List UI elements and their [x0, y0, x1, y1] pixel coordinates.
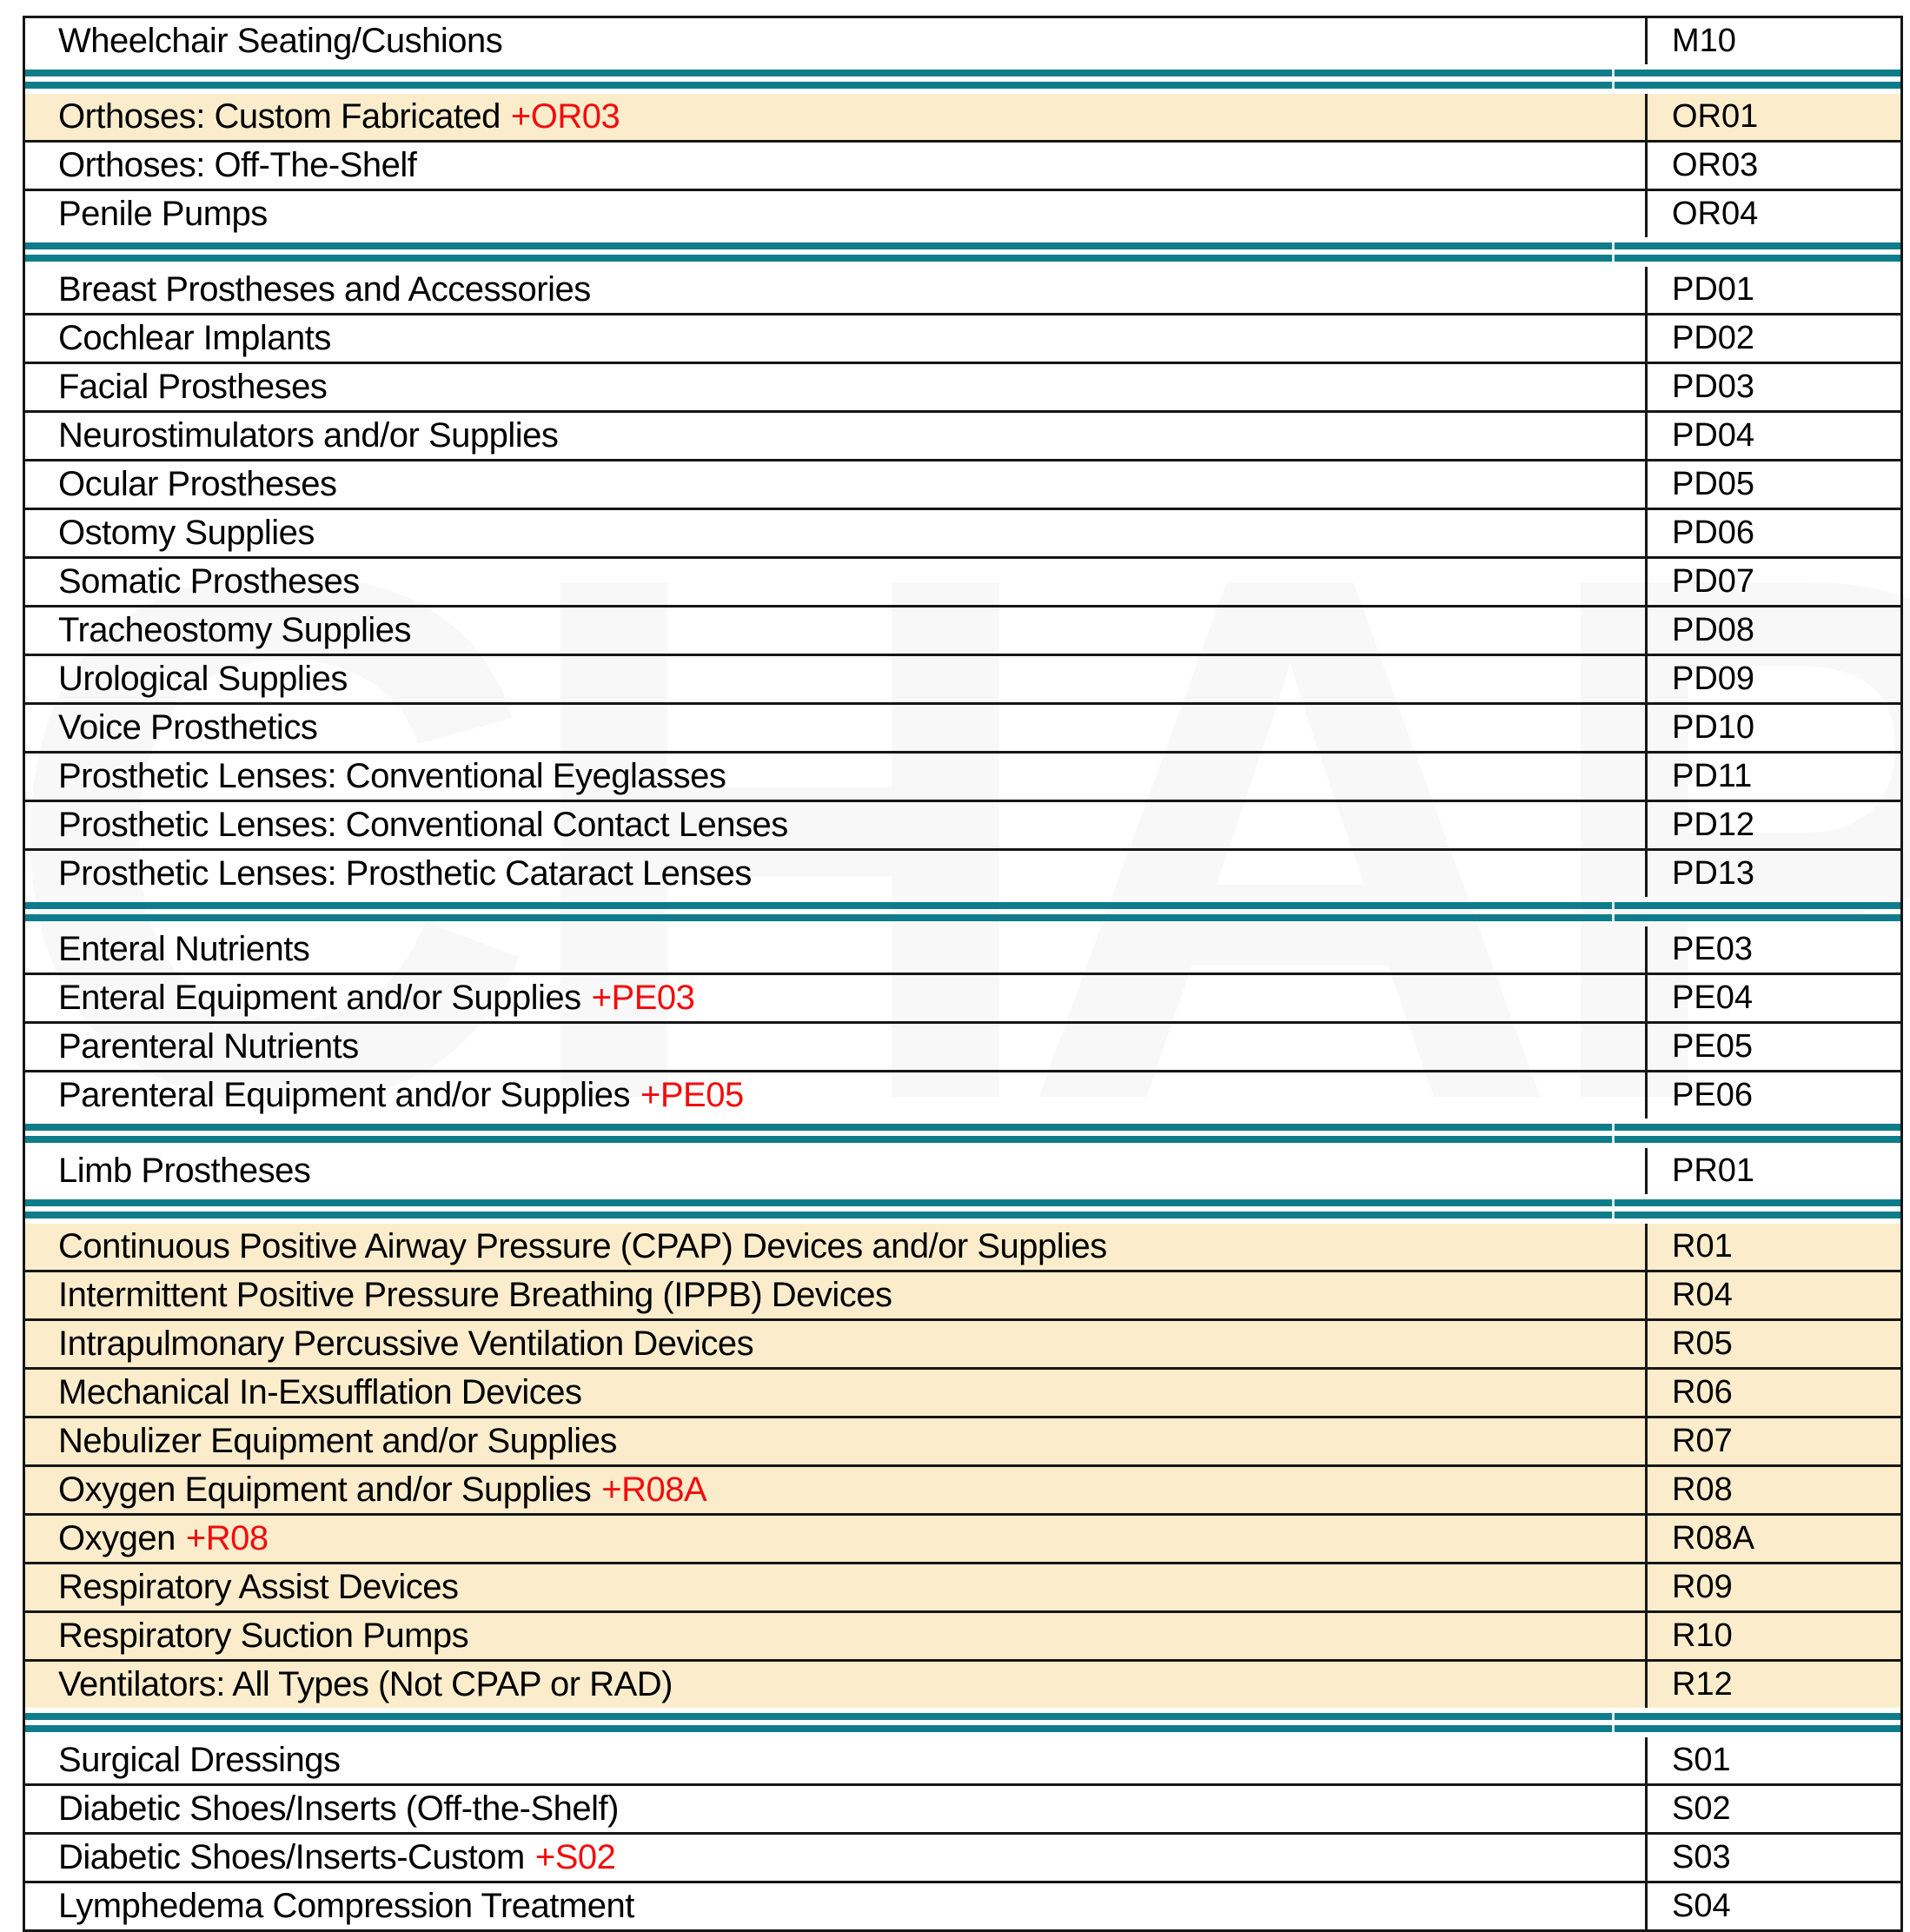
- service-description-cell: [25, 926, 1648, 973]
- service-code: R09: [1672, 1569, 1733, 1605]
- service-description: Tracheostomy Supplies: [58, 611, 411, 649]
- service-code: PE05: [1672, 1028, 1753, 1065]
- service-description: Somatic Prostheses: [58, 562, 360, 601]
- service-code: OR04: [1672, 196, 1759, 232]
- service-description: Lymphedema Compression Treatment: [58, 1887, 634, 1925]
- group-separator-bar: [25, 64, 1900, 94]
- related-code-suffix: +R08: [185, 1519, 269, 1557]
- service-code: PD13: [1672, 855, 1755, 892]
- service-description-cell: [25, 802, 1648, 848]
- service-description: Orthoses: Off-The-Shelf: [58, 146, 417, 184]
- service-description: Ocular Prostheses: [58, 465, 337, 503]
- service-description: Cochlear Implants: [58, 319, 331, 357]
- table-row: [25, 1272, 1900, 1321]
- service-description-cell: [25, 1370, 1648, 1416]
- service-code: PD01: [1672, 271, 1755, 308]
- service-description: Parenteral Nutrients: [58, 1027, 359, 1066]
- service-description-cell: [25, 94, 1648, 140]
- service-description: Diabetic Shoes/Inserts-Custom: [58, 1838, 525, 1876]
- service-description-cell: [25, 1516, 1648, 1562]
- service-description: Surgical Dressings: [58, 1741, 341, 1779]
- service-code-table: [23, 16, 1903, 1932]
- table-row: [25, 1662, 1900, 1708]
- table-row: [25, 413, 1900, 461]
- table-row: [25, 315, 1900, 364]
- service-description-cell: [25, 510, 1648, 556]
- table-row: [25, 1370, 1900, 1418]
- service-description: Respiratory Assist Devices: [58, 1568, 459, 1606]
- service-description: Diabetic Shoes/Inserts (Off-the-Shelf): [58, 1789, 619, 1828]
- table-row: [25, 191, 1900, 237]
- table-row: [25, 1564, 1900, 1613]
- service-description: Parenteral Equipment and/or Supplies: [58, 1076, 630, 1114]
- service-description: Enteral Equipment and/or Supplies: [58, 979, 581, 1017]
- service-description-cell: [25, 364, 1648, 410]
- service-description-cell: [25, 1321, 1648, 1367]
- service-description: Continuous Positive Airway Pressure (CPAP) Devices and/or Supplies: [58, 1227, 1107, 1265]
- service-code: PD08: [1672, 612, 1755, 648]
- service-description-cell: [25, 1786, 1648, 1832]
- table-row: [25, 1835, 1900, 1883]
- service-description: Ostomy Supplies: [58, 514, 315, 552]
- service-code: S04: [1672, 1888, 1731, 1924]
- related-code-suffix: +S02: [534, 1838, 616, 1876]
- service-description-cell: [25, 267, 1648, 313]
- service-description: Oxygen: [58, 1519, 176, 1557]
- service-description: Intermittent Positive Pressure Breathing (IPPB) Devices: [58, 1276, 892, 1314]
- group-separator-bar: [25, 897, 1900, 926]
- service-code: PD03: [1672, 368, 1755, 405]
- service-description-cell: [25, 1072, 1648, 1119]
- service-description-cell: [25, 461, 1648, 508]
- group-separator-bar: [25, 237, 1900, 267]
- table-row: [25, 607, 1900, 656]
- service-code: PD09: [1672, 661, 1755, 697]
- table-row: [25, 1467, 1900, 1516]
- service-code: PE06: [1672, 1077, 1753, 1113]
- service-description: Penile Pumps: [58, 195, 268, 233]
- service-code: R05: [1672, 1325, 1733, 1362]
- table-row: [25, 1148, 1900, 1194]
- table-row: [25, 1224, 1900, 1272]
- table-row: [25, 705, 1900, 754]
- service-description: Enteral Nutrients: [58, 930, 310, 968]
- service-description: Wheelchair Seating/Cushions: [58, 22, 503, 60]
- table-row: [25, 267, 1900, 315]
- service-code: S02: [1672, 1790, 1731, 1827]
- service-description-cell: [25, 851, 1648, 897]
- service-code: R08: [1672, 1471, 1733, 1508]
- table-row: [25, 94, 1900, 143]
- service-description: Prosthetic Lenses: Prosthetic Cataract Lenses: [58, 854, 752, 893]
- related-code-suffix: +OR03: [510, 97, 620, 136]
- service-description-cell: [25, 607, 1648, 654]
- service-code: PD04: [1672, 417, 1755, 454]
- service-code: OR01: [1672, 98, 1759, 135]
- table-row: [25, 143, 1900, 191]
- service-description: Voice Prosthetics: [58, 708, 318, 747]
- service-description: Intrapulmonary Percussive Ventilation Devices: [58, 1325, 754, 1363]
- service-code: PD05: [1672, 466, 1755, 502]
- service-description-cell: [25, 1224, 1648, 1270]
- service-description-cell: [25, 315, 1648, 362]
- table-row: [25, 461, 1900, 510]
- service-code: PE03: [1672, 931, 1753, 967]
- service-code: R06: [1672, 1374, 1733, 1411]
- service-description-cell: [25, 1272, 1648, 1318]
- service-description-cell: [25, 1418, 1648, 1464]
- service-code: PD12: [1672, 807, 1755, 843]
- table-row: [25, 1321, 1900, 1370]
- service-description: Facial Prostheses: [58, 368, 328, 406]
- service-description: Limb Prostheses: [58, 1152, 311, 1190]
- service-code: M10: [1672, 23, 1736, 59]
- service-description-cell: [25, 18, 1648, 64]
- service-description-cell: [25, 656, 1648, 702]
- service-code: PD10: [1672, 709, 1755, 746]
- service-description: Prosthetic Lenses: Conventional Contact Lenses: [58, 806, 788, 844]
- service-description-cell: [25, 1883, 1648, 1929]
- table-row: [25, 1072, 1900, 1119]
- service-description: Oxygen Equipment and/or Supplies: [58, 1471, 592, 1509]
- table-row: [25, 559, 1900, 607]
- service-code: PD02: [1672, 320, 1755, 356]
- table-row: [25, 754, 1900, 802]
- service-description-cell: [25, 1564, 1648, 1610]
- service-description: Nebulizer Equipment and/or Supplies: [58, 1422, 617, 1460]
- service-code: PD06: [1672, 515, 1755, 551]
- service-description-cell: [25, 191, 1648, 237]
- table-row: [25, 656, 1900, 705]
- service-description-cell: [25, 705, 1648, 751]
- service-description-cell: [25, 975, 1648, 1021]
- service-code: OR03: [1672, 147, 1759, 183]
- table-row: [25, 802, 1900, 851]
- service-code: R01: [1672, 1228, 1733, 1265]
- table-row: [25, 1024, 1900, 1072]
- service-description-cell: [25, 1613, 1648, 1659]
- service-code: S03: [1672, 1839, 1731, 1876]
- service-code: PE04: [1672, 979, 1753, 1016]
- service-description-cell: [25, 1737, 1648, 1783]
- table-row: [25, 1786, 1900, 1835]
- service-code: S01: [1672, 1742, 1731, 1778]
- related-code-suffix: +PE05: [640, 1076, 744, 1114]
- service-code: R04: [1672, 1277, 1733, 1313]
- service-description: Respiratory Suction Pumps: [58, 1617, 469, 1655]
- table-row: [25, 975, 1900, 1024]
- related-code-suffix: +PE03: [591, 979, 695, 1017]
- table-row: [25, 1613, 1900, 1662]
- table-row: [25, 510, 1900, 559]
- service-description-cell: [25, 1148, 1648, 1194]
- table-row: [25, 926, 1900, 975]
- service-code: R12: [1672, 1666, 1733, 1703]
- service-description-cell: [25, 413, 1648, 459]
- service-code: PD11: [1672, 758, 1753, 794]
- table-row: [25, 1418, 1900, 1467]
- service-code: R08A: [1672, 1520, 1755, 1557]
- service-description-cell: [25, 1835, 1648, 1881]
- table-row: [25, 364, 1900, 413]
- service-code: R10: [1672, 1617, 1733, 1654]
- service-description-cell: [25, 143, 1648, 189]
- service-code: PD07: [1672, 563, 1755, 600]
- service-description-cell: [25, 754, 1648, 800]
- service-description: Urological Supplies: [58, 660, 348, 698]
- table-row: [25, 18, 1900, 64]
- group-separator-bar: [25, 1194, 1900, 1224]
- service-description: Ventilators: All Types (Not CPAP or RAD): [58, 1665, 673, 1703]
- service-description: Orthoses: Custom Fabricated: [58, 97, 501, 136]
- table-row: [25, 1737, 1900, 1786]
- service-description: Breast Prostheses and Accessories: [58, 270, 591, 309]
- related-code-suffix: +R08A: [601, 1471, 707, 1509]
- service-description: Neurostimulators and/or Supplies: [58, 416, 559, 455]
- service-description-cell: [25, 559, 1648, 605]
- table-row: [25, 1516, 1900, 1564]
- group-separator-bar: [25, 1708, 1900, 1737]
- service-code: PR01: [1672, 1152, 1755, 1189]
- service-description-cell: [25, 1467, 1648, 1513]
- group-separator-bar: [25, 1119, 1900, 1148]
- service-code: R07: [1672, 1423, 1733, 1459]
- table-row: [25, 1883, 1900, 1929]
- service-description: Mechanical In-Exsufflation Devices: [58, 1373, 582, 1411]
- service-description: Prosthetic Lenses: Conventional Eyeglasses: [58, 757, 726, 795]
- table-row: [25, 851, 1900, 897]
- service-description-cell: [25, 1024, 1648, 1070]
- service-description-cell: [25, 1662, 1648, 1708]
